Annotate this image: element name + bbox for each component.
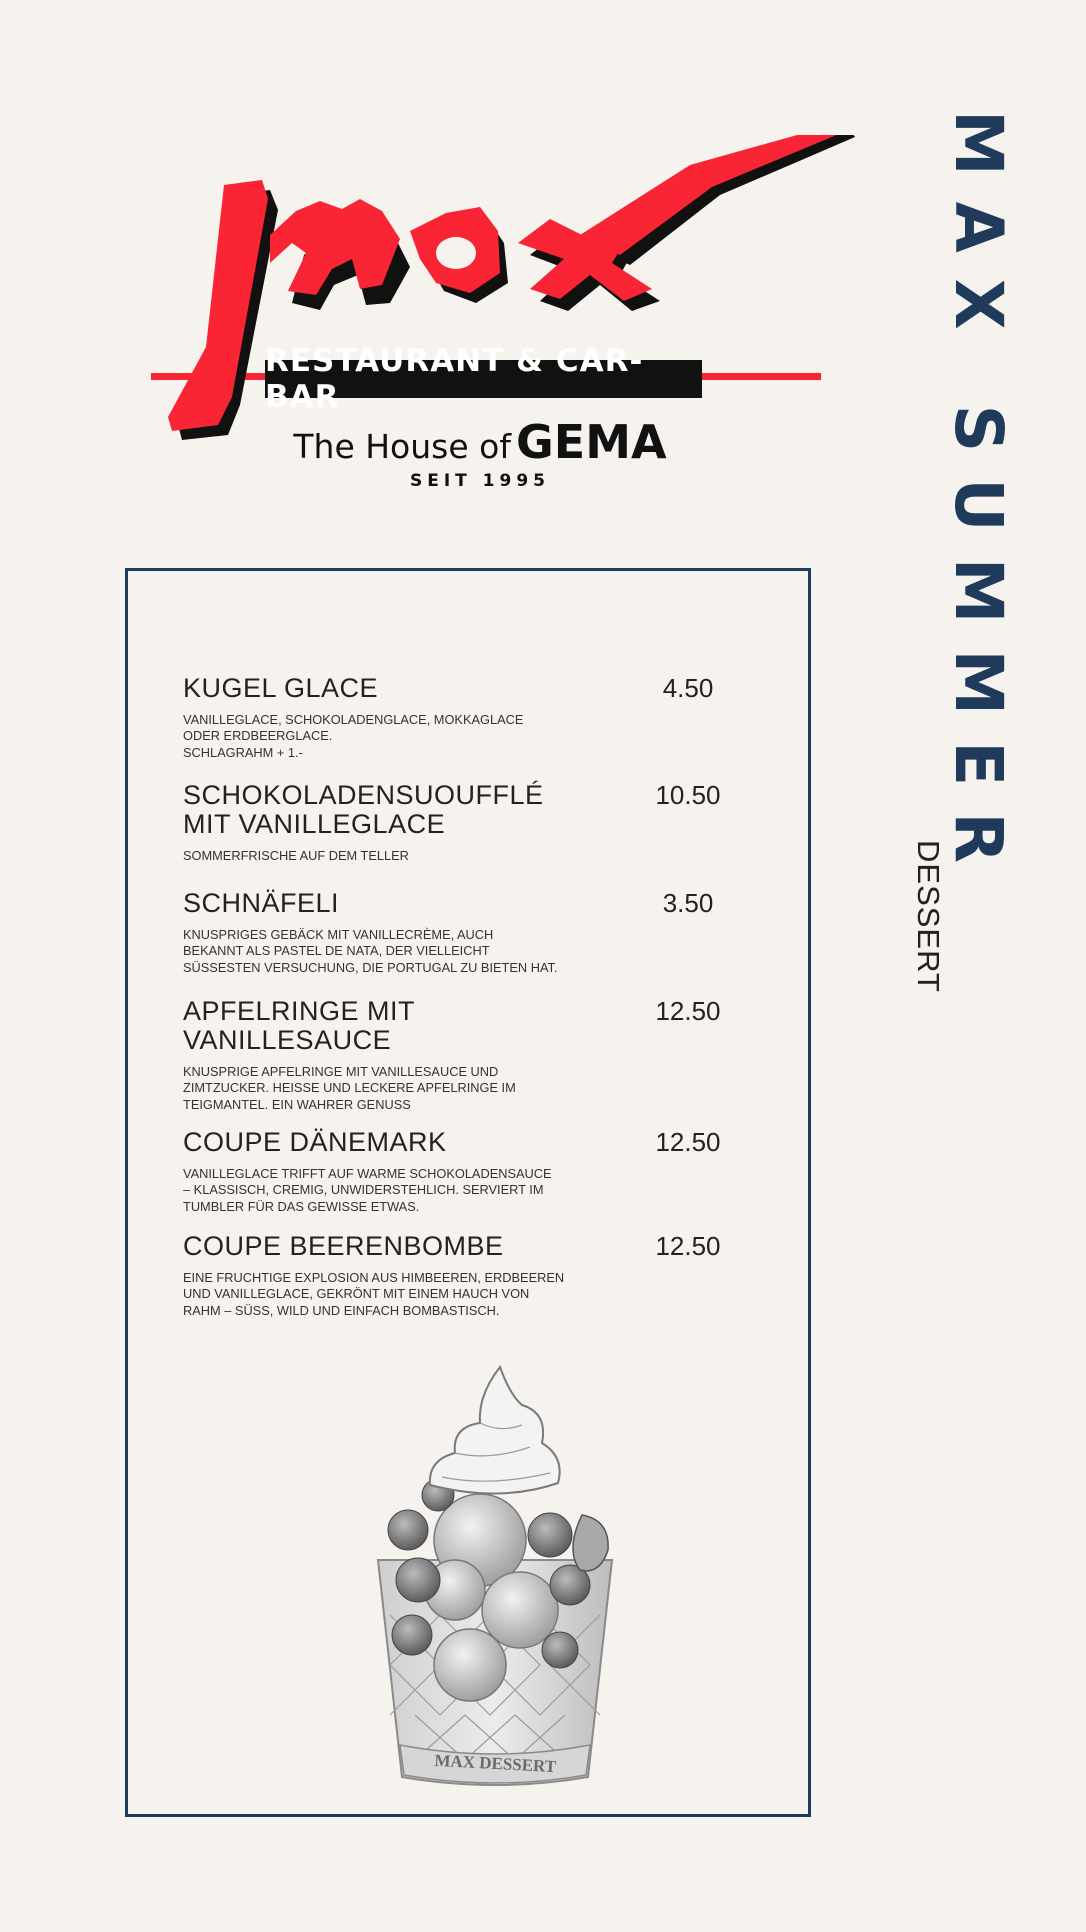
item-description: VANILLEGLACE TRIFFT AUF WARME SCHOKOLADENSAUCE – KLASSISCH, CREMIG, UNWIDERSTEHLICH. SERVIERT IM TUMBLER FÜR DAS GEWISSE ETWAS. xyxy=(183,1166,552,1214)
item-description: SOMMERFRISCHE AUF DEM TELLER xyxy=(183,848,409,863)
tagline-brand: GEMA xyxy=(516,415,667,469)
item-description: EINE FRUCHTIGE EXPLOSION AUS HIMBEEREN, ERDBEEREN UND VANILLEGLACE, GEKRÖNT MIT EINEM HAUCH VON RAHM – SÜSS, WILD UND EINFACH BOMBASTISCH. xyxy=(183,1270,565,1318)
tagline xyxy=(0,415,960,469)
raspberry xyxy=(542,1632,578,1668)
raspberry xyxy=(528,1513,572,1557)
item-name: SCHNÄFELI xyxy=(183,888,340,918)
item-price: 3.50 xyxy=(662,888,714,918)
since-year: SEIT 1995 xyxy=(409,471,550,491)
menu-item xyxy=(183,889,743,976)
menu-item xyxy=(183,997,743,1113)
item-price: 12.50 xyxy=(655,996,721,1026)
item-name: APFELRINGE MIT VANILLESAUCE xyxy=(183,996,416,1055)
raspberry xyxy=(388,1510,428,1550)
item-price: 4.50 xyxy=(662,673,714,703)
ice-cream-scoop xyxy=(482,1572,558,1648)
ice-cream-scoop xyxy=(434,1629,506,1701)
side-title: MAX SUMMER xyxy=(940,110,1017,890)
raspberry xyxy=(392,1615,432,1655)
item-description: VANILLEGLACE, SCHOKOLADENGLACE, MOKKAGLACE ODER ERDBEERGLACE. SCHLAGRAHM + 1.- xyxy=(183,712,524,760)
menu-item xyxy=(183,1232,743,1319)
item-price: 12.50 xyxy=(655,1127,721,1157)
item-name: COUPE DÄNEMARK xyxy=(183,1127,447,1157)
raspberry xyxy=(396,1558,440,1602)
side-subtitle: DESSERT xyxy=(911,840,946,993)
menu-item xyxy=(183,781,743,864)
item-price: 12.50 xyxy=(655,1231,721,1261)
item-description: KNUSPRIGE APFELRINGE MIT VANILLESAUCE UND ZIMTZUCKER. HEISSE UND LECKERE APFELRINGE IM TEIGMANTEL. EIN WAHRER GENUSS xyxy=(183,1064,516,1112)
tagline-prefix: The House of xyxy=(293,427,511,466)
menu-item xyxy=(183,1128,743,1215)
strawberry xyxy=(573,1515,608,1571)
item-price: 10.50 xyxy=(655,780,721,810)
item-name: KUGEL GLACE xyxy=(183,673,379,703)
item-name: SCHOKOLADENSUOUFFLÉ MIT VANILLEGLACE xyxy=(183,780,544,839)
dessert-cup-illustration xyxy=(360,1365,630,1795)
logo-banner: RESTAURANT & CAR-BAR xyxy=(265,360,702,398)
item-description: KNUSPRIGES GEBÄCK MIT VANILLECRÈME, AUCH BEKANNT ALS PASTEL DE NATA, DER VIELLEICHT SÜSSESTEN VERSUCHUNG, DIE PORTUGAL ZU BIETEN HAT. xyxy=(183,927,558,975)
menu-item xyxy=(183,674,743,761)
item-name: COUPE BEERENBOMBE xyxy=(183,1231,504,1261)
cup-label: MAX DESSERT xyxy=(434,1750,557,1777)
